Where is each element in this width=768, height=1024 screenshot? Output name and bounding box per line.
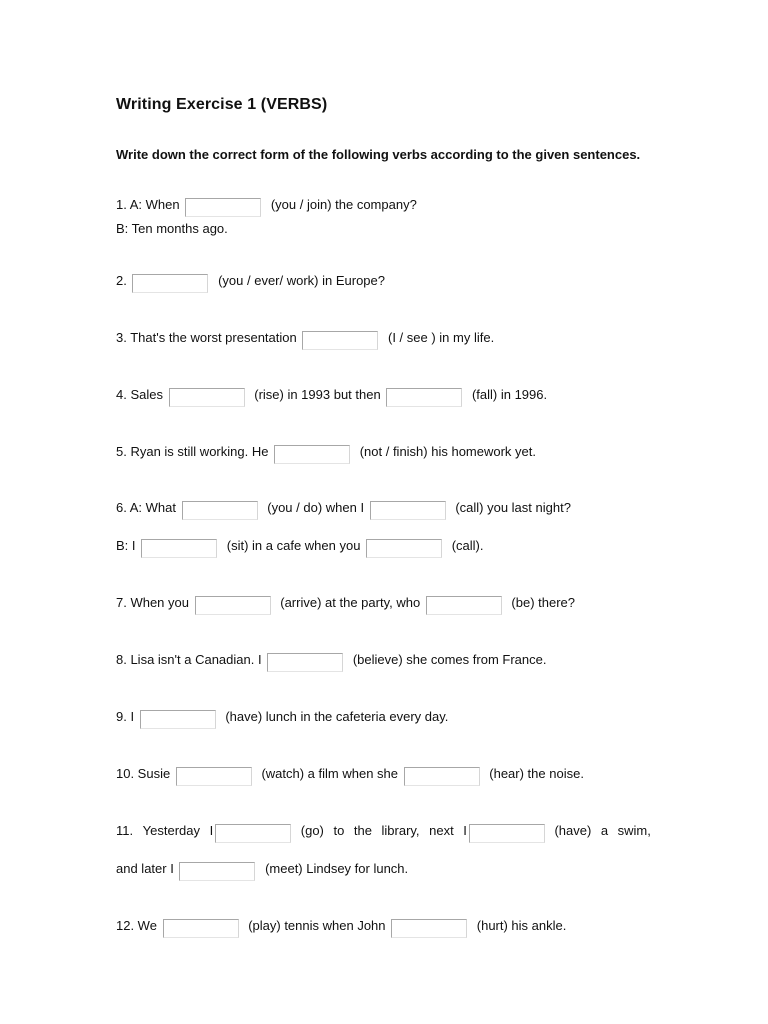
question-12 [116, 918, 566, 934]
answer-box-6-1[interactable] [182, 501, 258, 520]
q6-text-b: (you / do) when I [267, 500, 365, 515]
question-3 [116, 330, 494, 346]
answer-box-10-2[interactable] [404, 767, 480, 786]
q6-reply-text-a: B: I [116, 538, 136, 553]
answer-box-10-1[interactable] [176, 767, 252, 786]
answer-box-8[interactable] [267, 653, 343, 672]
answer-box-6-4[interactable] [366, 539, 442, 558]
answer-box-11-2[interactable] [469, 824, 545, 843]
q10-text-c: (hear) the noise. [489, 766, 584, 781]
q11-word: I [463, 823, 467, 838]
q5-text-b: (not / finish) his homework yet. [359, 444, 536, 459]
q11-word: Yesterday [142, 823, 201, 838]
page-title: Writing Exercise 1 (VERBS) [116, 96, 328, 113]
q8-text-a: 8. Lisa isn't a Canadian. I [116, 652, 262, 667]
answer-box-1[interactable] [185, 198, 261, 217]
q4-text-b: (rise) in 1993 but then [254, 387, 381, 402]
question-2 [116, 273, 385, 289]
answer-box-12-1[interactable] [163, 919, 239, 938]
answer-box-4-1[interactable] [169, 388, 245, 407]
q11-word: the [353, 823, 372, 838]
question-6-reply [116, 538, 483, 554]
q11-word: (go) [300, 823, 324, 838]
answer-box-5[interactable] [274, 445, 350, 464]
q1-text-a: 1. A: When [116, 197, 180, 212]
q9-text-a: 9. I [116, 709, 135, 724]
answer-box-6-3[interactable] [141, 539, 217, 558]
q9-text-b: (have) lunch in the cafeteria every day. [225, 709, 449, 724]
answer-box-4-2[interactable] [386, 388, 462, 407]
q11-word: I [209, 823, 214, 838]
answer-box-2[interactable] [132, 274, 208, 293]
q11-word: 11. [116, 823, 134, 838]
q6-text-a: 6. A: What [116, 500, 176, 515]
q11-word: (have) [554, 823, 592, 838]
q11-word: next [429, 823, 454, 838]
answer-box-12-2[interactable] [391, 919, 467, 938]
q6-text-c: (call) you last night? [455, 500, 571, 515]
question-11 [116, 823, 651, 839]
q4-text-a: 4. Sales [116, 387, 163, 402]
q12-text-a: 12. We [116, 918, 157, 933]
question-11-cont [116, 861, 408, 877]
q11-word: to [333, 823, 345, 838]
question-9 [116, 709, 448, 725]
q11-segment-2 [463, 823, 545, 839]
answer-box-9[interactable] [140, 710, 216, 729]
answer-box-11-3[interactable] [179, 862, 255, 881]
question-7 [116, 595, 575, 611]
q4-text-c: (fall) in 1996. [471, 387, 548, 402]
q12-text-b: (play) tennis when John [248, 918, 386, 933]
answer-box-7-2[interactable] [426, 596, 502, 615]
q5-text-a: 5. Ryan is still working. He [116, 444, 269, 459]
q11-cont-text-a: and later I [116, 861, 174, 876]
answer-box-11-1[interactable] [215, 824, 291, 843]
answer-box-6-2[interactable] [370, 501, 446, 520]
q8-text-b: (believe) she comes from France. [352, 652, 547, 667]
question-4 [116, 387, 547, 403]
q1-reply-text: B: Ten months ago. [116, 221, 228, 236]
q2-text-a: 2. [116, 273, 127, 288]
question-5 [116, 444, 536, 460]
q6-reply-text-b: (sit) in a cafe when you [226, 538, 361, 553]
q10-text-a: 10. Susie [116, 766, 171, 781]
q2-text-b: (you / ever/ work) in Europe? [218, 273, 385, 288]
q10-text-b: (watch) a film when she [261, 766, 399, 781]
question-1-reply [116, 221, 228, 237]
instructions: Write down the correct form of the following verbs according to the given sentences. [116, 147, 641, 162]
q12-text-c: (hurt) his ankle. [476, 918, 567, 933]
q7-text-b: (arrive) at the party, who [280, 595, 421, 610]
q1-text-b: (you / join) the company? [270, 197, 417, 212]
q11-word: library, [381, 823, 420, 838]
question-1 [116, 197, 417, 213]
q3-text-a: 3. That's the worst presentation [116, 330, 297, 345]
question-8 [116, 652, 546, 668]
question-10 [116, 766, 584, 782]
q11-segment-1 [210, 823, 292, 839]
q11-word: swim, [617, 823, 651, 838]
q7-text-a: 7. When you [116, 595, 189, 610]
q11-cont-text-b: (meet) Lindsey for lunch. [265, 861, 409, 876]
answer-box-7-1[interactable] [195, 596, 271, 615]
question-6 [116, 500, 571, 516]
q3-text-b: (I / see ) in my life. [387, 330, 495, 345]
answer-box-3[interactable] [302, 331, 378, 350]
q11-word: a [600, 823, 609, 838]
q6-reply-text-c: (call). [451, 538, 484, 553]
q7-text-c: (be) there? [511, 595, 576, 610]
